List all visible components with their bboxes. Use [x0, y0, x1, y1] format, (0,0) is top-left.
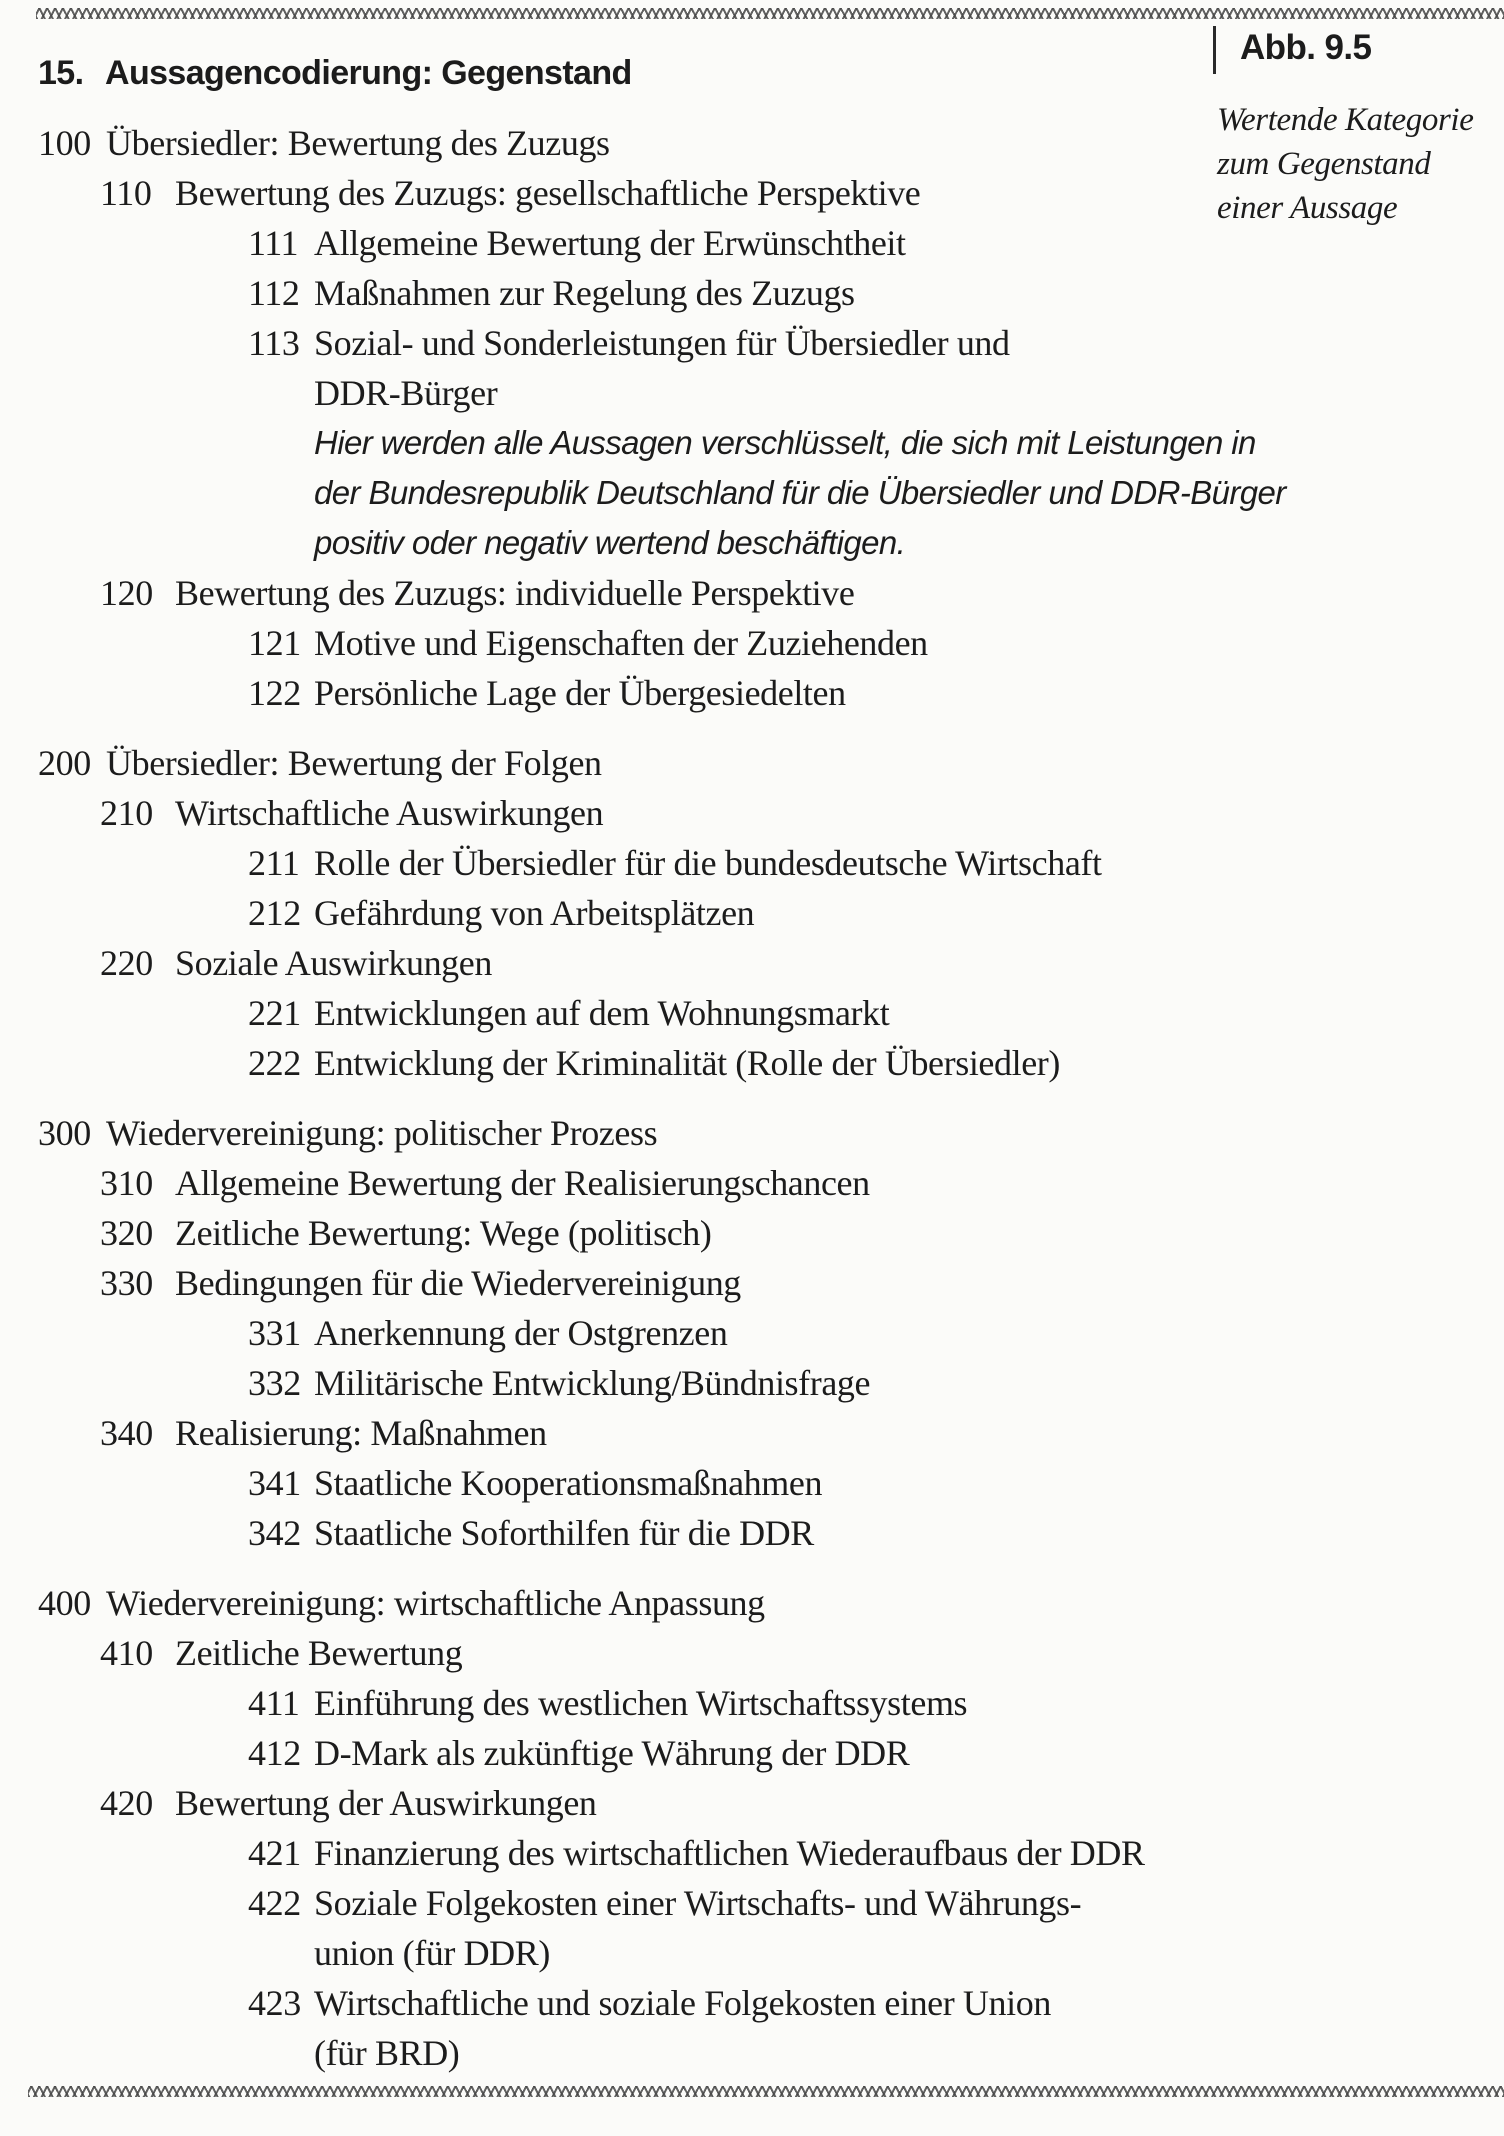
- item-text: [106, 118, 610, 168]
- item-text: [175, 788, 603, 838]
- item-text: [175, 168, 920, 218]
- item-text-line: Wirtschaftliche und soziale Folgekosten einer Union: [314, 1983, 1051, 2023]
- item-code: 300: [38, 1113, 91, 1153]
- item-code: 412: [248, 1733, 301, 1773]
- item-code: 113: [248, 323, 300, 363]
- item-code: 212: [248, 893, 301, 933]
- bottom-decorative-rule: [28, 2086, 1504, 2097]
- item-text: [175, 938, 492, 988]
- code-row-310: [0, 1158, 1210, 1208]
- item-code: 330: [100, 1263, 153, 1303]
- code-row-210: [0, 788, 1210, 838]
- code-row-412: [0, 1728, 1210, 1778]
- figure-label-rule: [1213, 26, 1216, 74]
- item-text-line: Rolle der Übersiedler für die bundesdeutsche Wirtschaft: [314, 843, 1102, 883]
- code-row-330: [0, 1258, 1210, 1308]
- item-text: [175, 1778, 597, 1828]
- item-code: 422: [248, 1883, 301, 1923]
- code-row-342: [0, 1508, 1210, 1558]
- item-code: 222: [248, 1043, 301, 1083]
- item-text: [314, 988, 889, 1038]
- item-text: [175, 1208, 711, 1258]
- item-text-line: Realisierung: Maßnahmen: [175, 1413, 547, 1453]
- item-code: 200: [38, 743, 91, 783]
- code-row-331: [0, 1308, 1210, 1358]
- item-text: [314, 1978, 1051, 2078]
- item-code: 410: [100, 1633, 153, 1673]
- item-text: [314, 888, 754, 938]
- item-code: 100: [38, 123, 91, 163]
- code-row-212: [0, 888, 1210, 938]
- item-text-line: Allgemeine Bewertung der Realisierungschancen: [175, 1163, 870, 1203]
- figure-caption-line: Wertende Kategorie: [1217, 102, 1474, 138]
- item-text-line: D-Mark als zukünftige Währung der DDR: [314, 1733, 910, 1773]
- item-text-line: Wiedervereinigung: politischer Prozess: [106, 1113, 658, 1153]
- item-code: 211: [248, 843, 300, 883]
- code-row-110: [0, 168, 1210, 218]
- code-row-111: [0, 218, 1210, 268]
- top-decorative-rule: [36, 8, 1504, 19]
- item-text-line: Motive und Eigenschaften der Zuziehenden: [314, 623, 928, 663]
- code-row-221: [0, 988, 1210, 1038]
- item-text: [314, 668, 846, 718]
- item-text-line: Sozial- und Sonderleistungen für Übersiedler und: [314, 323, 1010, 363]
- item-text-line: Entwicklung der Kriminalität (Rolle der Übersiedler): [314, 1043, 1060, 1083]
- figure-caption-line: zum Gegenstand: [1217, 146, 1431, 182]
- item-text: [314, 1678, 967, 1728]
- item-text-line: Staatliche Soforthilfen für die DDR: [314, 1513, 814, 1553]
- item-text-line: Persönliche Lage der Übergesiedelten: [314, 673, 846, 713]
- code-row-211: [0, 838, 1210, 888]
- code-list: [0, 118, 1286, 2078]
- item-code: 411: [248, 1683, 300, 1723]
- code-row-112: [0, 268, 1210, 318]
- item-text: [314, 838, 1102, 888]
- code-row-100: [0, 118, 1210, 168]
- item-text: [314, 1828, 1145, 1878]
- item-text: [106, 1578, 765, 1628]
- item-code: 310: [100, 1163, 153, 1203]
- code-row-423: [0, 1978, 1210, 2078]
- code-row-222: [0, 1038, 1210, 1088]
- item-code: 320: [100, 1213, 153, 1253]
- item-note-line: Hier werden alle Aussagen verschlüsselt, die sich mit Leistungen in: [314, 424, 1256, 461]
- item-text-line: Bedingungen für die Wiedervereinigung: [175, 1263, 741, 1303]
- code-row-220: [0, 938, 1210, 988]
- item-text-line: Gefährdung von Arbeitsplätzen: [314, 893, 755, 933]
- item-code: 112: [248, 273, 300, 313]
- item-text-line: Anerkennung der Ostgrenzen: [314, 1313, 728, 1353]
- item-code: 400: [38, 1583, 91, 1623]
- item-text: [314, 1358, 870, 1408]
- item-text-line: Übersiedler: Bewertung der Folgen: [106, 743, 602, 783]
- item-note: [314, 418, 1286, 568]
- code-row-120: [0, 568, 1210, 618]
- item-text-line: Finanzierung des wirtschaftlichen Wiederaufbaus der DDR: [314, 1833, 1145, 1873]
- item-text: [175, 1408, 547, 1458]
- figure-caption: [1217, 98, 1473, 230]
- item-text-line: Bewertung des Zuzugs: gesellschaftliche Perspektive: [175, 173, 921, 213]
- code-row-410: [0, 1628, 1210, 1678]
- item-code: 342: [248, 1513, 301, 1553]
- item-code: 210: [100, 793, 153, 833]
- code-row-420: [0, 1778, 1210, 1828]
- item-note-line: positiv oder negativ wertend beschäftigen.: [314, 524, 906, 561]
- code-row-200: [0, 738, 1210, 788]
- item-text-line: Soziale Auswirkungen: [175, 943, 492, 983]
- item-text-line: Einführung des westlichen Wirtschaftssystems: [314, 1683, 968, 1723]
- item-code: 420: [100, 1783, 153, 1823]
- item-text-line: Übersiedler: Bewertung des Zuzugs: [106, 123, 610, 163]
- item-note-line: der Bundesrepublik Deutschland für die Übersiedler und DDR-Bürger: [314, 474, 1286, 511]
- item-code: 340: [100, 1413, 153, 1453]
- item-text-line: Bewertung des Zuzugs: individuelle Perspektive: [175, 573, 855, 613]
- item-code: 221: [248, 993, 301, 1033]
- item-text: [175, 1258, 741, 1308]
- item-text-line: DDR-Bürger: [314, 373, 498, 413]
- item-text-line: union (für DDR): [314, 1933, 550, 1973]
- item-text: [314, 618, 928, 668]
- item-text-line: Bewertung der Auswirkungen: [175, 1783, 597, 1823]
- item-text-line: Wiedervereinigung: wirtschaftliche Anpassung: [106, 1583, 765, 1623]
- item-text: [314, 1308, 727, 1358]
- item-text: [106, 738, 602, 788]
- item-text-line: Maßnahmen zur Regelung des Zuzugs: [314, 273, 855, 313]
- code-row-300: [0, 1108, 1210, 1158]
- section-number: 15.: [38, 54, 84, 92]
- item-code: 421: [248, 1833, 301, 1873]
- code-row-332: [0, 1358, 1210, 1408]
- item-text: [175, 568, 854, 618]
- item-code: 341: [248, 1463, 301, 1503]
- item-text-line: Soziale Folgekosten einer Wirtschafts- und Währungs-: [314, 1883, 1082, 1923]
- item-text: [314, 268, 855, 318]
- code-row-411: [0, 1678, 1210, 1728]
- item-code: 332: [248, 1363, 301, 1403]
- item-code: 111: [248, 223, 299, 263]
- item-text-line: Wirtschaftliche Auswirkungen: [175, 793, 604, 833]
- code-row-320: [0, 1208, 1210, 1258]
- code-row-422: [0, 1878, 1210, 1978]
- item-text-line: Militärische Entwicklung/Bündnisfrage: [314, 1363, 871, 1403]
- item-text: [175, 1628, 462, 1678]
- code-row-340: [0, 1408, 1210, 1458]
- item-code: 121: [248, 623, 301, 663]
- item-text: [314, 1458, 822, 1508]
- item-text: [314, 218, 906, 268]
- code-row-121: [0, 618, 1210, 668]
- code-row-341: [0, 1458, 1210, 1508]
- item-text: [314, 1038, 1060, 1088]
- code-row-400: [0, 1578, 1210, 1628]
- item-text-line: Zeitliche Bewertung: [175, 1633, 463, 1673]
- item-code: 120: [100, 573, 153, 613]
- section-heading: [38, 54, 632, 93]
- item-text-line: Staatliche Kooperationsmaßnahmen: [314, 1463, 823, 1503]
- item-text-line: (für BRD): [314, 2033, 460, 2073]
- item-code: 220: [100, 943, 153, 983]
- item-text: [175, 1158, 870, 1208]
- section-title: Aussagencodierung: Gegenstand: [105, 54, 632, 92]
- item-text: [314, 1878, 1081, 1978]
- item-text-line: Entwicklungen auf dem Wohnungsmarkt: [314, 993, 890, 1033]
- code-row-421: [0, 1828, 1210, 1878]
- code-row-122: [0, 668, 1210, 718]
- item-text: [314, 1728, 909, 1778]
- item-code: 122: [248, 673, 301, 713]
- item-text: [314, 318, 1286, 568]
- item-code: 423: [248, 1983, 301, 2023]
- figure-label: Abb. 9.5: [1240, 28, 1372, 67]
- item-code: 110: [100, 173, 152, 213]
- item-code: 331: [248, 1313, 301, 1353]
- item-text-line: Zeitliche Bewertung: Wege (politisch): [175, 1213, 712, 1253]
- figure-caption-line: einer Aussage: [1217, 190, 1398, 226]
- code-row-113: [0, 318, 1286, 568]
- item-text-line: Allgemeine Bewertung der Erwünschtheit: [314, 223, 906, 263]
- item-text: [106, 1108, 657, 1158]
- item-text: [314, 1508, 814, 1558]
